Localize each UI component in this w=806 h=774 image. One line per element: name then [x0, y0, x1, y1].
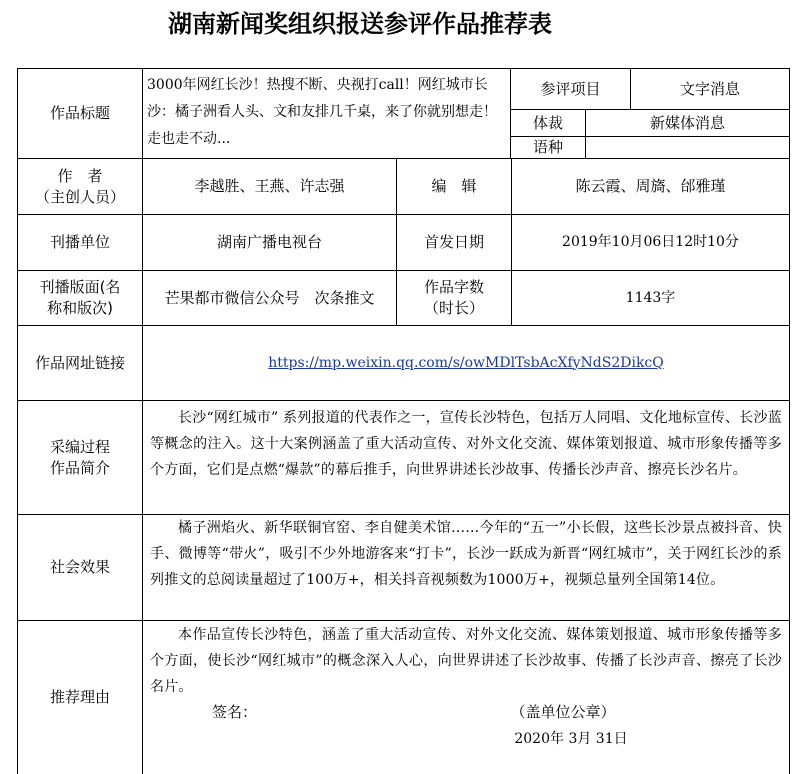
layout-label: [18, 271, 142, 325]
page-title: 湖南新闻奖组织报送参评作品推荐表: [168, 10, 552, 38]
language-label: 语种: [532, 138, 563, 156]
work-url-link[interactable]: https://mp.weixin.qq.com/s/owMDlTsbAcXfyNdS2DikcQ: [268, 354, 664, 371]
layout-label-line2: 称和版次): [47, 299, 113, 317]
publisher-value: 湖南广播电视台: [216, 233, 322, 251]
first-date-value: 2019年10月06日12时10分: [562, 234, 739, 250]
sign-label: 签名：: [212, 702, 258, 721]
process-text: 长沙“网红城市” 系列报道的代表作之一，宣传长沙特色，包括万人同唱、文化地标宣传、长沙蓝等概念的注入。这十大案例涵盖了重大活动宣传、对外文化交流、媒体策划报道、城市形象传播等多个方面，它们是点燃“爆款”的幕后推手，向世界讲述长沙故事、传播长沙声音、擦亮长沙名片。: [150, 410, 782, 478]
sign-date: 2020年 3月 31日: [514, 730, 628, 747]
effect-label: 社会效果: [49, 558, 110, 576]
work-title-value: 3000年网红长沙！热搜不断、央视打call！网红城市长沙：橘子洲看人头、文和友排几千桌，来了你就别想走！走也走不动...: [147, 77, 497, 147]
word-count-label-line2: （时长）: [423, 299, 484, 317]
url-label: 作品网址链接: [34, 353, 125, 372]
word-count-value: 1143字: [625, 289, 676, 306]
category-label: 参评项目: [540, 79, 601, 98]
layout-value: 芒果都市微信公众号 次条推文: [164, 288, 375, 307]
genre-value: 新媒体消息: [649, 113, 725, 132]
word-count-label-line1: 作品字数: [423, 278, 484, 296]
process-label-line1: 采编过程: [49, 437, 110, 456]
url-cell: [143, 326, 789, 400]
authors-label-line1: 作 者: [57, 166, 103, 185]
authors-value: 李越胜、王燕、许志强: [194, 177, 345, 195]
layout-label-line1: 刊播版面(名: [39, 278, 121, 296]
word-count-label: [397, 271, 511, 325]
reason-label: 推荐理由: [49, 688, 110, 706]
process-label-line2: 作品简介: [49, 458, 110, 477]
category-value: 文字消息: [679, 79, 740, 98]
editor-label: 编 辑: [431, 177, 477, 195]
authors-label-line2: （主创人员）: [34, 187, 125, 206]
process-label: [18, 401, 142, 514]
genre-label: 体裁: [532, 113, 563, 132]
work-title-label: 作品标题: [49, 104, 110, 122]
editor-value: 陈云霞、周旖、邰雅瑾: [575, 177, 726, 195]
seal-label: （盖单位公章）: [510, 702, 616, 721]
publisher-label: 刊播单位: [49, 233, 110, 251]
reason-text: 本作品宣传长沙特色，涵盖了重大活动宣传、对外文化交流、媒体策划报道、城市形象传播等多个方面，使长沙“网红城市”的概念深入人心，向世界讲述了长沙故事、传播了长沙声音、擦亮了长沙名片。: [150, 627, 782, 695]
effect-text: 橘子洲焰火、新华联铜官窑、李自健美术馆……今年的“五一”小长假，这些长沙景点被抖音、快手、微博等“带火”，吸引不少外地游客来“打卡”，长沙一跃成为新晋“网红城市”，关于网红长沙的系列推文的总阅读量超过了100万+，相关抖音视频数为1000万+，视频总量列全国第14位。: [150, 520, 782, 588]
language-value: [586, 137, 789, 158]
authors-label: [18, 159, 142, 214]
first-date-label: 首发日期: [423, 233, 484, 251]
